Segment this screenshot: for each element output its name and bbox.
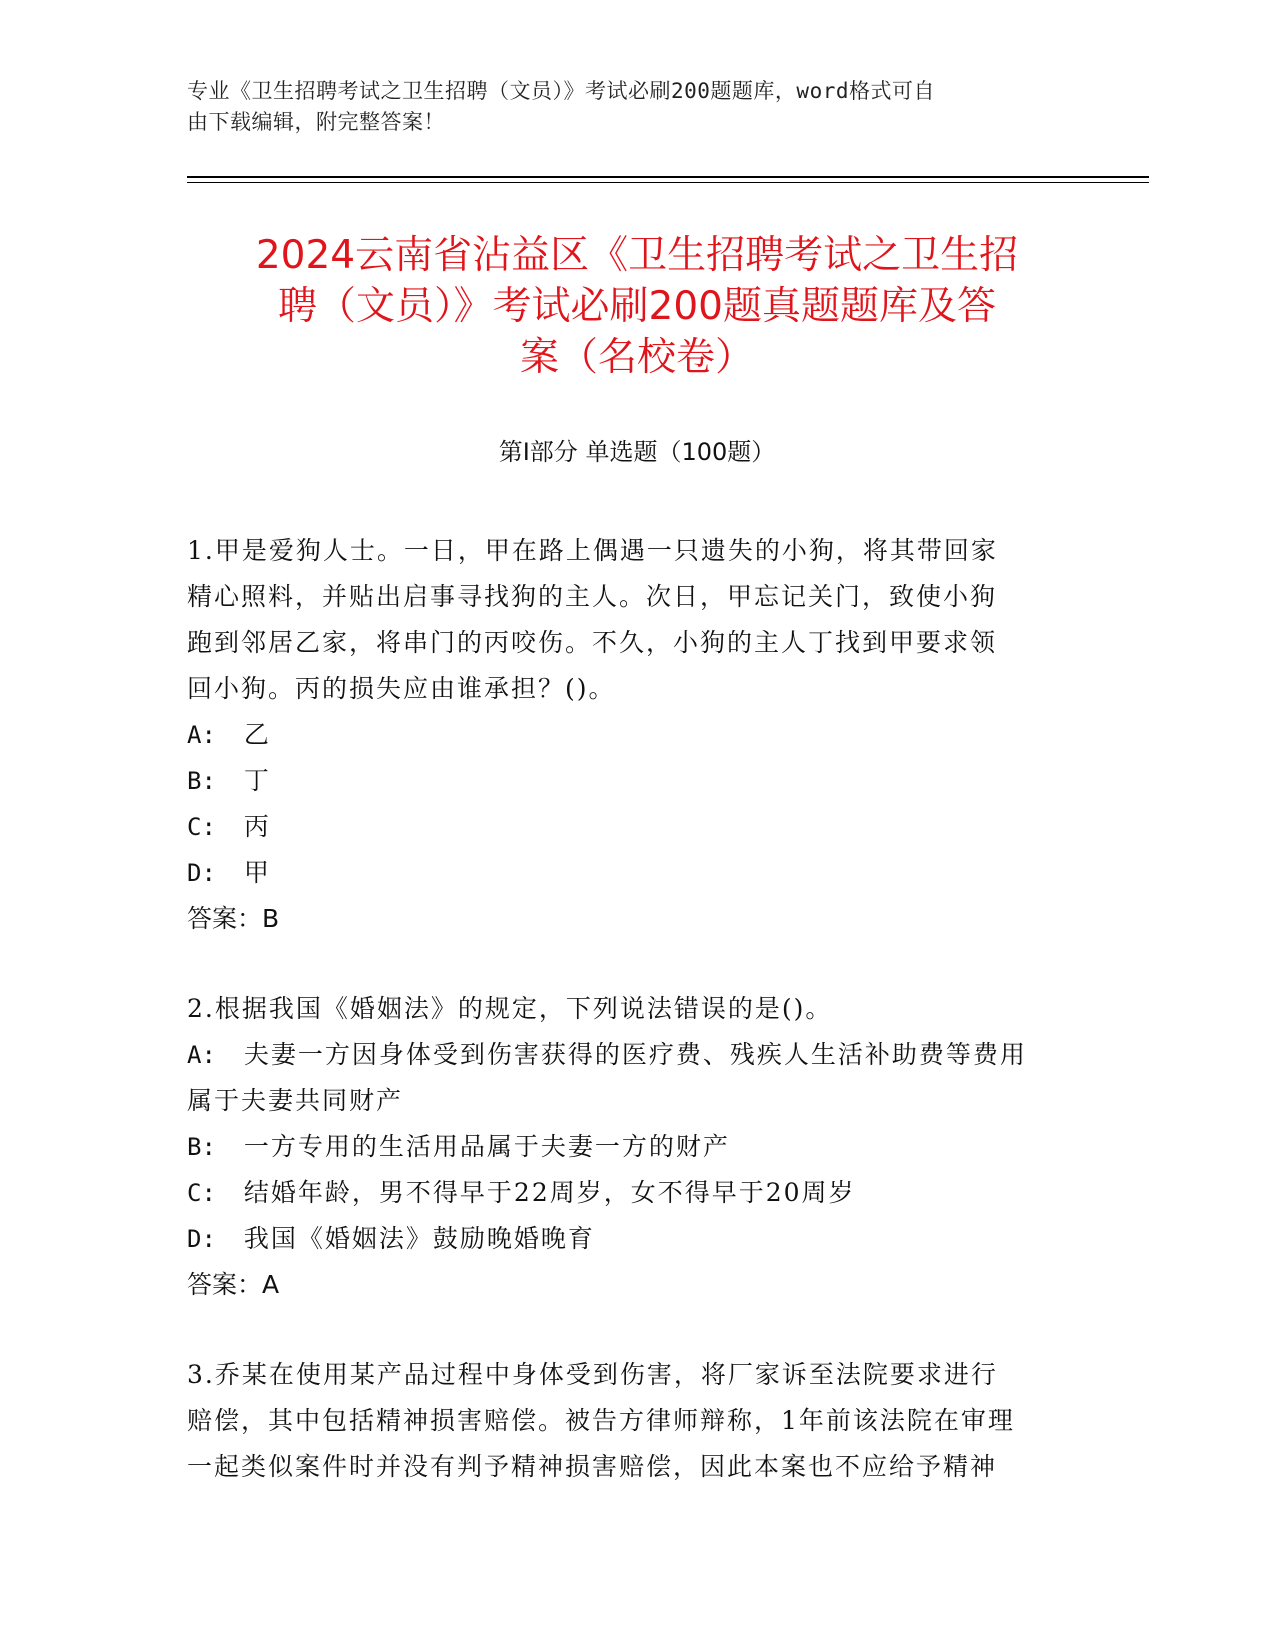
option-a — [187, 712, 1092, 758]
option-text: 丁 — [243, 766, 271, 795]
option-c — [187, 804, 1092, 850]
document-title-line-3: 案（名校卷） — [519, 335, 754, 380]
question-stem-line: 1.甲是爱狗人士。一日，甲在路上偶遇一只遗失的小狗，将其带回家 — [187, 536, 998, 565]
question-list — [187, 528, 1092, 1534]
header-note-line-1: 专业《卫生招聘考试之卫生招聘（文员）》考试必刷200题题库，word格式可自 — [187, 79, 935, 103]
option-key: B: — [187, 767, 216, 795]
header-note — [187, 76, 1067, 138]
option-key: A: — [187, 721, 216, 749]
option-b — [187, 758, 1092, 804]
question-stem-line: 回小狗。丙的损失应由谁承担？()。 — [187, 674, 616, 703]
question-2 — [187, 986, 1092, 1308]
option-key: B: — [187, 1133, 216, 1161]
option-text: 甲 — [243, 858, 271, 887]
question-stem — [187, 528, 1092, 712]
option-d — [187, 1216, 1092, 1262]
option-text: 乙 — [243, 720, 271, 749]
question-stem-line: 赔偿，其中包括精神损害赔偿。被告方律师辩称，1年前该法院在审理 — [187, 1406, 1015, 1435]
question-1 — [187, 528, 1092, 942]
option-text: 夫妻一方因身体受到伤害获得的医疗费、残疾人生活补助费等费用 — [243, 1040, 1027, 1069]
document-title — [187, 230, 1087, 383]
header-note-line-2: 由下载编辑，附完整答案！ — [187, 110, 445, 134]
question-stem — [187, 1352, 1092, 1490]
option-key: D: — [187, 1225, 216, 1253]
answer-line: 答案：B — [187, 904, 280, 933]
question-stem — [187, 986, 1092, 1032]
question-stem-line: 精心照料，并贴出启事寻找狗的主人。次日，甲忘记关门，致使小狗 — [187, 582, 998, 611]
document-title-line-2: 聘（文员）》考试必刷200题真题题库及答 — [278, 284, 996, 329]
option-key: C: — [187, 1179, 216, 1207]
option-key: C: — [187, 813, 216, 841]
option-a — [187, 1032, 1092, 1078]
answer-line: 答案：A — [187, 1270, 280, 1299]
question-3 — [187, 1352, 1092, 1490]
option-text: 一方专用的生活用品属于夫妻一方的财产 — [243, 1132, 730, 1161]
section-title: 第Ⅰ部分 单选题（100题） — [498, 438, 776, 466]
header-divider-thick — [187, 176, 1149, 178]
option-text-continuation: 属于夫妻共同财产 — [187, 1086, 404, 1115]
document-title-line-1: 2024云南省沾益区《卫生招聘考试之卫生招 — [255, 233, 1019, 278]
option-text: 丙 — [243, 812, 271, 841]
header-divider-thin — [187, 182, 1149, 183]
option-b — [187, 1124, 1092, 1170]
question-stem-line: 跑到邻居乙家，将串门的丙咬伤。不久，小狗的主人丁找到甲要求领 — [187, 628, 998, 657]
question-stem-line: 2.根据我国《婚姻法》的规定，下列说法错误的是()。 — [187, 994, 833, 1023]
question-stem-line: 一起类似案件时并没有判予精神损害赔偿，因此本案也不应给予精神 — [187, 1452, 998, 1481]
question-stem-line: 3.乔某在使用某产品过程中身体受到伤害，将厂家诉至法院要求进行 — [187, 1360, 998, 1389]
option-d — [187, 850, 1092, 896]
option-text: 我国《婚姻法》鼓励晚婚晚育 — [243, 1224, 595, 1253]
option-key: A: — [187, 1041, 216, 1069]
option-key: D: — [187, 859, 216, 887]
option-text: 结婚年龄，男不得早于22周岁，女不得早于20周岁 — [243, 1178, 856, 1207]
option-c — [187, 1170, 1092, 1216]
